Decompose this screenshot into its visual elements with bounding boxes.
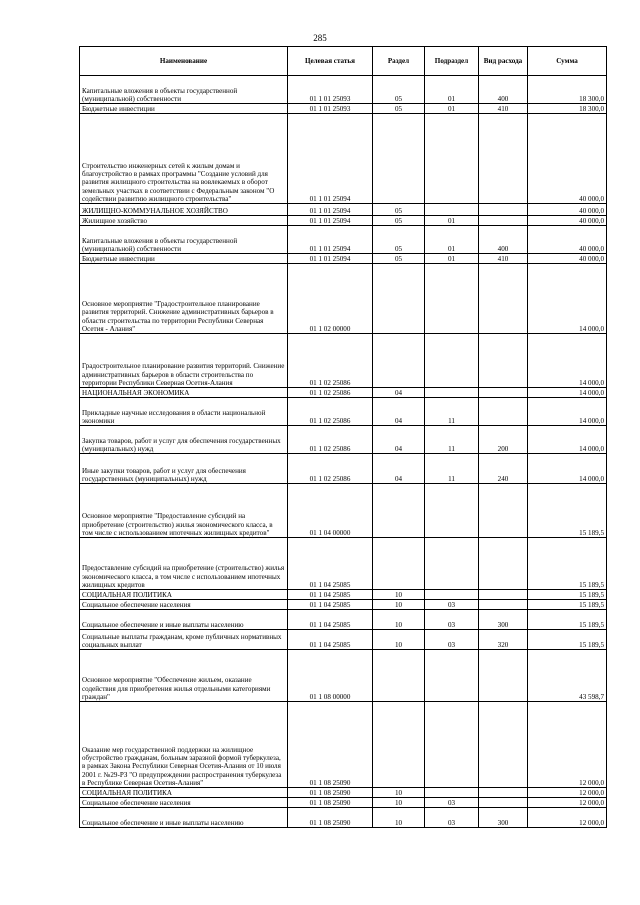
cell-code: 01 1 08 00000 <box>288 650 373 702</box>
cell-name: Социальные выплаты гражданам, кроме публичных нормативных социальных выплат <box>80 630 288 650</box>
cell-sum: 40 000,0 <box>528 254 607 264</box>
cell-subsection <box>425 264 479 334</box>
cell-section: 05 <box>373 254 425 264</box>
cell-sum: 18 300,0 <box>528 76 607 104</box>
cell-subsection <box>425 114 479 204</box>
cell-section: 10 <box>373 590 425 600</box>
table-row <box>80 600 607 610</box>
table-row <box>80 538 607 590</box>
cell-sum: 14 000,0 <box>528 388 607 398</box>
cell-code: 01 1 08 25090 <box>288 788 373 798</box>
header-section: Раздел <box>373 47 425 76</box>
cell-section: 10 <box>373 798 425 808</box>
table-row <box>80 254 607 264</box>
table-row <box>80 76 607 104</box>
table-row <box>80 388 607 398</box>
cell-section: 10 <box>373 610 425 630</box>
table-row <box>80 702 607 788</box>
cell-expense: 240 <box>479 454 528 484</box>
cell-sum: 15 189,5 <box>528 610 607 630</box>
cell-name: Жилищное хозяйство <box>80 216 288 226</box>
table-row <box>80 630 607 650</box>
cell-subsection <box>425 702 479 788</box>
cell-code: 01 1 02 25086 <box>288 454 373 484</box>
cell-name: ЖИЛИЩНО-КОММУНАЛЬНОЕ ХОЗЯЙСТВО <box>80 204 288 216</box>
cell-name: Оказание мер государственной поддержки на жилищное обустройство гражданам, больным заразной формой туберкулеза, в рамках Закона Республики Северная Осетия-Алания от 10 июля 2001 г. №29-РЗ "О предупреждении распространения туберкулеза в Республике Северная Осетия-Алания" <box>80 702 288 788</box>
cell-name: Социальное обеспечение и иные выплаты населению <box>80 808 288 828</box>
cell-sum: 18 300,0 <box>528 104 607 114</box>
cell-code: 01 1 01 25094 <box>288 254 373 264</box>
cell-code: 01 1 08 25090 <box>288 702 373 788</box>
cell-sum: 40 000,0 <box>528 204 607 216</box>
cell-expense: 200 <box>479 426 528 454</box>
cell-name: Градостроительное планирование развития территорий. Снижение административных барьеров в области строительства по территории Республики Северная Осетия-Алания <box>80 334 288 388</box>
cell-subsection <box>425 788 479 798</box>
cell-name: НАЦИОНАЛЬНАЯ ЭКОНОМИКА <box>80 388 288 398</box>
cell-subsection: 03 <box>425 808 479 828</box>
cell-code: 01 1 02 25086 <box>288 426 373 454</box>
cell-name: Предоставление субсидий на приобретение (строительство) жилья экономического класса, в том числе с использованием ипотечных жилищных кредитов <box>80 538 288 590</box>
cell-name: Социальное обеспечение и иные выплаты населению <box>80 610 288 630</box>
cell-code: 01 1 01 25094 <box>288 226 373 254</box>
cell-sum: 15 189,5 <box>528 600 607 610</box>
cell-subsection: 03 <box>425 610 479 630</box>
cell-expense <box>479 334 528 388</box>
cell-code: 01 1 02 25086 <box>288 398 373 426</box>
cell-name: Строительство инженерных сетей к жилым домам и благоустройство в рамках программы "Создание условий для развития жилищного строительства на вовлекаемых в оборот земельных участках в соответствии с Федеральным законом "О содействии развитию жилищного строительства" <box>80 114 288 204</box>
table-row <box>80 114 607 204</box>
cell-section: 05 <box>373 104 425 114</box>
table-row <box>80 610 607 630</box>
cell-code: 01 1 04 25085 <box>288 538 373 590</box>
cell-name: Закупка товаров, работ и услуг для обеспечения государственных (муниципальных) нужд <box>80 426 288 454</box>
cell-name: Основное мероприятие "Градостроительное планирование развития территорий. Снижение административных барьеров в области строительства по территории Республики Северная Осетия - Алания" <box>80 264 288 334</box>
cell-subsection: 11 <box>425 398 479 426</box>
cell-sum: 43 598,7 <box>528 650 607 702</box>
cell-subsection: 03 <box>425 630 479 650</box>
cell-code: 01 1 02 25086 <box>288 334 373 388</box>
table-row <box>80 484 607 538</box>
cell-sum: 40 000,0 <box>528 114 607 204</box>
header-expense: Вид расхода <box>479 47 528 76</box>
table-row <box>80 454 607 484</box>
cell-section <box>373 484 425 538</box>
table-row <box>80 204 607 216</box>
cell-section: 04 <box>373 398 425 426</box>
cell-expense <box>479 650 528 702</box>
cell-expense <box>479 798 528 808</box>
cell-subsection: 01 <box>425 226 479 254</box>
cell-expense: 300 <box>479 610 528 630</box>
cell-section: 05 <box>373 216 425 226</box>
cell-section <box>373 538 425 590</box>
cell-name: Бюджетные инвестиции <box>80 254 288 264</box>
cell-name: Основное мероприятие "Обеспечение жильем, оказание содействия для приобретения жилья отдельными категориями граждан" <box>80 650 288 702</box>
header-name: Наименование <box>80 47 288 76</box>
cell-expense <box>479 484 528 538</box>
header-sum: Сумма <box>528 47 607 76</box>
table-row <box>80 226 607 254</box>
cell-section: 10 <box>373 788 425 798</box>
cell-section: 10 <box>373 630 425 650</box>
cell-name: Иные закупки товаров, работ и услуг для обеспечения государственных (муниципальных) нужд <box>80 454 288 484</box>
cell-section: 04 <box>373 426 425 454</box>
cell-subsection: 03 <box>425 600 479 610</box>
cell-subsection <box>425 204 479 216</box>
cell-expense <box>479 114 528 204</box>
cell-code: 01 1 01 25094 <box>288 204 373 216</box>
cell-sum: 40 000,0 <box>528 216 607 226</box>
table-row <box>80 334 607 388</box>
cell-code: 01 1 04 25085 <box>288 610 373 630</box>
cell-subsection <box>425 650 479 702</box>
cell-sum: 14 000,0 <box>528 398 607 426</box>
cell-subsection: 11 <box>425 454 479 484</box>
cell-sum: 12 000,0 <box>528 808 607 828</box>
table-header-row <box>80 47 607 76</box>
cell-section <box>373 702 425 788</box>
cell-code: 01 1 04 00000 <box>288 484 373 538</box>
cell-expense <box>479 388 528 398</box>
cell-subsection <box>425 334 479 388</box>
cell-subsection <box>425 590 479 600</box>
cell-code: 01 1 02 25086 <box>288 388 373 398</box>
cell-code: 01 1 01 25093 <box>288 76 373 104</box>
cell-name: Социальное обеспечение населения <box>80 798 288 808</box>
cell-code: 01 1 04 25085 <box>288 600 373 610</box>
cell-expense <box>479 398 528 426</box>
cell-section: 05 <box>373 76 425 104</box>
cell-subsection <box>425 484 479 538</box>
cell-code: 01 1 01 25093 <box>288 104 373 114</box>
table-body <box>80 76 607 828</box>
cell-sum: 40 000,0 <box>528 226 607 254</box>
cell-name: Прикладные научные исследования в области национальной экономики <box>80 398 288 426</box>
cell-sum: 15 189,5 <box>528 630 607 650</box>
table-row <box>80 264 607 334</box>
table-row <box>80 426 607 454</box>
budget-table <box>79 46 607 828</box>
cell-name: Основное мероприятие "Предоставление субсидий на приобретение (строительство) жилья экономического класса, в том числе с использованием ипотечных жилищных кредитов" <box>80 484 288 538</box>
table-row <box>80 788 607 798</box>
cell-code: 01 1 01 25094 <box>288 216 373 226</box>
cell-code: 01 1 04 25085 <box>288 630 373 650</box>
cell-name: Бюджетные инвестиции <box>80 104 288 114</box>
cell-sum: 15 189,5 <box>528 538 607 590</box>
cell-expense <box>479 590 528 600</box>
cell-subsection: 01 <box>425 216 479 226</box>
table-row <box>80 398 607 426</box>
cell-subsection: 03 <box>425 798 479 808</box>
cell-section <box>373 334 425 388</box>
cell-code: 01 1 02 00000 <box>288 264 373 334</box>
cell-subsection: 11 <box>425 426 479 454</box>
cell-section: 04 <box>373 454 425 484</box>
cell-sum: 14 000,0 <box>528 334 607 388</box>
cell-sum: 14 000,0 <box>528 426 607 454</box>
cell-expense: 410 <box>479 254 528 264</box>
cell-name: Социальное обеспечение населения <box>80 600 288 610</box>
cell-sum: 15 189,5 <box>528 484 607 538</box>
cell-subsection: 01 <box>425 254 479 264</box>
table-row <box>80 590 607 600</box>
cell-sum: 12 000,0 <box>528 788 607 798</box>
cell-sum: 14 000,0 <box>528 264 607 334</box>
cell-section: 10 <box>373 600 425 610</box>
cell-expense <box>479 216 528 226</box>
cell-expense: 400 <box>479 76 528 104</box>
cell-code: 01 1 08 25090 <box>288 798 373 808</box>
cell-name: СОЦИАЛЬНАЯ ПОЛИТИКА <box>80 788 288 798</box>
cell-sum: 12 000,0 <box>528 798 607 808</box>
cell-expense <box>479 538 528 590</box>
cell-code: 01 1 01 25094 <box>288 114 373 204</box>
cell-section <box>373 650 425 702</box>
table-row <box>80 216 607 226</box>
cell-section <box>373 114 425 204</box>
cell-section: 10 <box>373 808 425 828</box>
cell-expense <box>479 600 528 610</box>
table-row <box>80 104 607 114</box>
cell-subsection: 01 <box>425 104 479 114</box>
cell-section: 05 <box>373 226 425 254</box>
cell-code: 01 1 04 25085 <box>288 590 373 600</box>
cell-name: Капитальные вложения в объекты государственной (муниципальной) собственности <box>80 76 288 104</box>
cell-name: СОЦИАЛЬНАЯ ПОЛИТИКА <box>80 590 288 600</box>
cell-sum: 15 189,5 <box>528 590 607 600</box>
cell-expense: 410 <box>479 104 528 114</box>
page-number: 285 <box>313 33 327 43</box>
cell-expense <box>479 204 528 216</box>
table-row <box>80 808 607 828</box>
cell-section <box>373 264 425 334</box>
header-subsection: Подраздел <box>425 47 479 76</box>
cell-expense <box>479 702 528 788</box>
cell-sum: 14 000,0 <box>528 454 607 484</box>
cell-expense: 400 <box>479 226 528 254</box>
cell-subsection <box>425 388 479 398</box>
cell-expense <box>479 264 528 334</box>
header-code: Целевая статья <box>288 47 373 76</box>
table-row <box>80 798 607 808</box>
cell-section: 04 <box>373 388 425 398</box>
cell-subsection <box>425 538 479 590</box>
cell-name: Капитальные вложения в объекты государственной (муниципальной) собственности <box>80 226 288 254</box>
cell-expense: 320 <box>479 630 528 650</box>
cell-code: 01 1 08 25090 <box>288 808 373 828</box>
cell-section: 05 <box>373 204 425 216</box>
cell-expense <box>479 788 528 798</box>
cell-sum: 12 000,0 <box>528 702 607 788</box>
cell-expense: 300 <box>479 808 528 828</box>
cell-subsection: 01 <box>425 76 479 104</box>
table-row <box>80 650 607 702</box>
